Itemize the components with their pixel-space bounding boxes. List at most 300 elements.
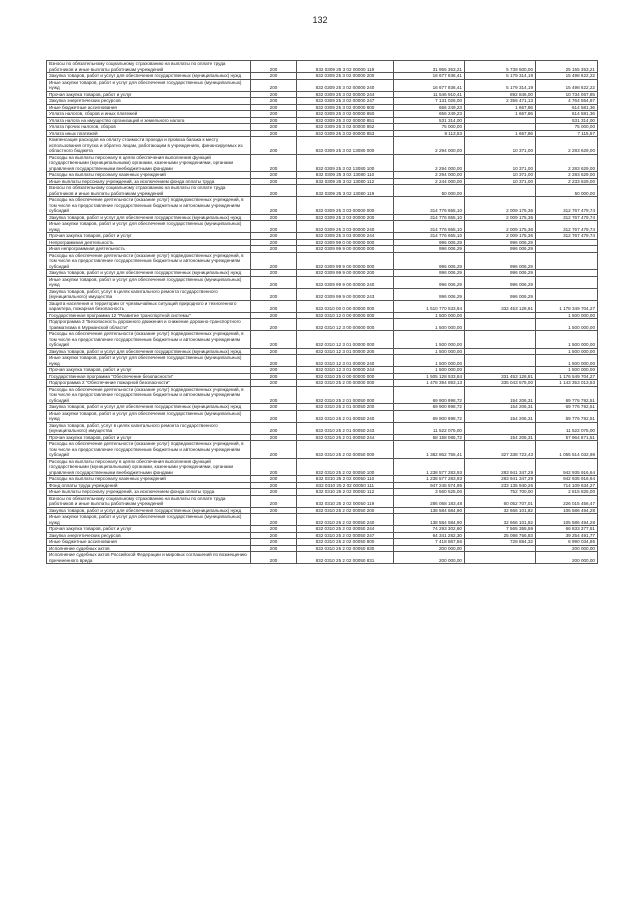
row-remaining: 2 233 629,00 [536,178,598,185]
row-executed: 60 052 707,01 [465,495,536,507]
row-approved: 11 522 075,00 [394,422,465,434]
row-executed [465,185,536,197]
row-approved: 138 584 584,90 [394,507,465,514]
row-code: 200 [251,482,297,489]
row-approved: 64 341 282,30 [394,532,465,539]
row-executed: 752 700,00 [465,489,536,496]
row-approved: 314 776 655,10 [394,221,465,233]
row-name: Иные бюджетные ассигнования [47,539,251,546]
row-name: Иные закупки товаров, работ и услуг для обеспечения государственных (муниципальных) нужд [47,79,251,91]
row-code: 200 [251,355,297,367]
row-code: 200 [251,246,297,253]
row-executed [465,422,536,434]
page-number: 132 [312,15,328,25]
table-row [47,137,598,155]
row-remaining [536,288,598,300]
row-classifier: 832 0310 25 2 02 00050 200 [297,507,394,514]
row-name: Расходы на выплаты персоналу в целях обеспечения выполнения функций государственными (муниципальными) органами, казенными учреждениями, органами управления государственными внебюджетными фондами [47,154,251,172]
row-approved: 16 677 936,41 [394,73,465,80]
row-approved: 1 382 862 756,41 [394,441,465,459]
row-name: Закупка товаров, работ и услуг для обеспечения государственных (муниципальных) нужд [47,270,251,277]
row-remaining: 312 767 479,74 [536,214,598,221]
row-classifier: 832 0310 25 2 02 00050 100 [297,458,394,476]
row-classifier: 832 0309 25 3 02 13080 100 [297,154,394,172]
row-approved: 314 776 655,10 [394,197,465,215]
row-name: Прочая закупка товаров, работ и услуг [47,526,251,533]
row-approved: 1 500 000,00 [394,331,465,349]
row-executed: 32 666 101,82 [465,514,536,526]
row-executed: 154 206,31 [465,410,536,422]
row-executed: 5 739 500,00 [465,61,536,73]
table-row [47,288,598,300]
row-remaining: 2 815 825,00 [536,489,598,496]
row-code: 200 [251,514,297,526]
row-executed: 996 006,29 [465,270,536,277]
row-remaining: 942 935 916,64 [536,476,598,483]
row-executed: 1 667,86 [465,130,536,137]
row-code: 200 [251,104,297,111]
row-name: Прочая закупка товаров, работ и услуг [47,91,251,98]
row-code: 200 [251,214,297,221]
row-approved: 200 000,00 [394,545,465,552]
row-executed: 2 009 175,36 [465,214,536,221]
row-remaining: 1 500 000,00 [536,312,598,319]
row-approved: 7 131 026,00 [394,98,465,105]
row-approved: 1 505 128 533,84 [394,373,465,380]
row-remaining: 15 498 622,22 [536,79,598,91]
row-approved: 7 418 867,56 [394,539,465,546]
row-executed: 10 371,00 [465,172,536,179]
row-classifier: 832 0310 25 2 02 00050 110 [297,476,394,483]
row-name: Иные закупки товаров, работ и услуг для обеспечения государственных (муниципальных) нужд [47,514,251,526]
row-name: Иные закупки товаров, работ и услуг для обеспечения государственных (муниципальных) нужд [47,221,251,233]
row-approved: 74 293 302,60 [394,526,465,533]
row-approved: 1 238 577 283,93 [394,458,465,476]
row-approved: 50 000,00 [394,185,465,197]
row-approved: 69 900 998,72 [394,386,465,404]
row-classifier: 832 0310 12 3 01 00000 240 [297,355,394,367]
row-classifier: 832 0310 25 2 01 00050 244 [297,434,394,441]
table-row [47,214,598,221]
table-row [47,300,598,312]
table-row [47,489,598,496]
row-name: Закупка товаров, работ и услуг для обеспечения государственных (муниципальных) нужд [47,214,251,221]
row-remaining: 6 990 034,86 [536,539,598,546]
row-approved: 69 900 998,72 [394,404,465,411]
row-approved: 314 776 655,10 [394,233,465,240]
table-row [47,380,598,387]
table-row [47,476,598,483]
table-row [47,552,598,564]
table-row [47,178,598,185]
row-remaining [536,276,598,288]
row-executed: 1 667,86 [465,111,536,118]
row-approved: 996 006,29 [394,252,465,270]
row-code: 200 [251,137,297,155]
row-approved: 656 249,23 [394,104,465,111]
row-classifier: 832 0309 25 3 02 00000 800 [297,104,394,111]
row-code: 200 [251,300,297,312]
row-code: 200 [251,185,297,197]
row-remaining: 105 586 494,28 [536,514,598,526]
row-classifier: 832 0309 99 9 00 00000 200 [297,270,394,277]
row-classifier: 832 0310 25 0 00 00000 000 [297,373,394,380]
row-approved: 2 294 000,00 [394,137,465,155]
row-name: Уплата налога на имущество организаций и земельного налога [47,117,251,124]
row-executed: 1 667,86 [465,104,536,111]
row-approved: 996 006,29 [394,276,465,288]
row-executed: 10 371,00 [465,137,536,155]
row-code: 200 [251,111,297,118]
row-name: Непрограммная деятельность [47,239,251,246]
row-remaining: 105 586 494,28 [536,507,598,514]
table-row [47,514,598,526]
row-remaining: 1 500 000,00 [536,331,598,349]
row-name: Иные выплаты персоналу учреждений, за исключением фонда оплаты труда [47,178,251,185]
row-approved: 656 249,23 [394,111,465,118]
row-remaining: 1 500 000,00 [536,355,598,367]
row-code: 200 [251,172,297,179]
row-remaining: 25 155 353,21 [536,61,598,73]
row-approved: 1 478 394 893,13 [394,380,465,387]
table-row [47,507,598,514]
row-classifier: 832 0309 99 9 00 00000 000 [297,252,394,270]
row-executed: 32 666 101,82 [465,507,536,514]
row-name: Расходы на выплаты персоналу в целях обеспечения выполнения функций государственными (муниципальными) органами, казенными учреждениями, органами управления государственными внебюджетными фондами [47,458,251,476]
row-code: 200 [251,270,297,277]
row-name: Закупка товаров, работ, услуг в целях капитального ремонта государственного (муниципального) имущества [47,288,251,300]
row-executed: 996 006,29 [465,246,536,253]
row-classifier: 832 0309 25 3 02 13080 000 [297,137,394,155]
row-executed: 10 371,00 [465,154,536,172]
row-approved: 2 294 000,00 [394,154,465,172]
row-name: Взносы по обязательному социальному страхованию на выплаты по оплате труда работников и иные выплаты работникам учреждений [47,185,251,197]
row-name: Иные бюджетные ассигнования [47,104,251,111]
row-classifier: 832 0309 25 3 02 00000 852 [297,124,394,131]
row-name: Расходы на обеспечение деятельности (оказание услуг) подведомственных учреждений, в том числе на предоставление государственным бюджетным и автономным учреждениям субсидий [47,441,251,459]
row-classifier: 832 0309 25 3 02 00000 851 [297,117,394,124]
row-code: 200 [251,507,297,514]
row-name: Иная непрограммная деятельность [47,246,251,253]
table-row [47,172,598,179]
row-remaining: 312 767 479,74 [536,233,598,240]
row-executed [465,355,536,367]
row-classifier: 832 0310 25 2 01 00050 000 [297,386,394,404]
row-name: Закупка товаров, работ, услуг в целях капитального ремонта государственного (муниципального) имущества [47,422,251,434]
row-remaining: 1 143 353 013,53 [536,380,598,387]
row-remaining [536,252,598,270]
row-code: 200 [251,130,297,137]
row-name: Подпрограмма 3 "Безопасность дорожного движения и снижение дорожно-транспортного травматизма в Мурманской области" [47,319,251,331]
row-remaining: 11 522 075,00 [536,422,598,434]
row-executed: 2 009 175,36 [465,233,536,240]
row-name: Уплата налогов, сборов и иных платежей [47,111,251,118]
row-approved: 69 900 998,72 [394,410,465,422]
row-classifier: 832 0309 25 3 02 13080 119 [297,185,394,197]
table-row [47,233,598,240]
row-code: 200 [251,252,297,270]
row-executed: 728 884,32 [465,539,536,546]
table-row [47,73,598,80]
row-classifier: 832 0310 25 2 02 00050 240 [297,514,394,526]
row-code: 200 [251,404,297,411]
row-classifier: 832 0310 12 3 00 00000 000 [297,319,394,331]
row-name: Прочая закупка товаров, работ и услуг [47,367,251,374]
row-classifier: 832 0310 25 2 01 00050 200 [297,404,394,411]
row-remaining: 1 055 514 032,98 [536,441,598,459]
row-executed: 233 135 940,26 [465,482,536,489]
table-row [47,221,598,233]
row-remaining: 66 833 377,51 [536,526,598,533]
row-remaining: 942 935 916,64 [536,458,598,476]
row-classifier: 832 0310 25 2 02 00050 119 [297,495,394,507]
row-approved: 3 560 525,00 [394,489,465,496]
row-code: 200 [251,373,297,380]
row-remaining: 69 776 792,51 [536,404,598,411]
row-classifier: 832 0309 25 3 03 00000 240 [297,221,394,233]
table-row [47,185,598,197]
row-name: Исполнение судебных актов [47,545,251,552]
row-name: Уплата иных платежей [47,130,251,137]
table-row [47,270,598,277]
row-remaining: 75 000,00 [536,124,598,131]
row-remaining: 226 015 456,47 [536,495,598,507]
row-remaining: 614 581,36 [536,111,598,118]
row-name: Расходы на выплаты персоналу казенных учреждений [47,172,251,179]
table-row [47,319,598,331]
row-code: 200 [251,319,297,331]
row-classifier: 832 0310 12 3 01 00000 000 [297,331,394,349]
row-remaining: 50 000,00 [536,185,598,197]
row-classifier: 832 0310 12 3 01 00000 200 [297,348,394,355]
row-code: 200 [251,276,297,288]
row-executed: 331 453 128,81 [465,373,536,380]
table-row [47,197,598,215]
row-name: Уплата прочих налогов, сборов [47,124,251,131]
row-remaining: 2 283 629,00 [536,137,598,155]
row-name: Государственная программа "Обеспечение безопасности" [47,373,251,380]
row-classifier: 832 0309 25 3 03 00000 244 [297,233,394,240]
row-executed: 996 006,29 [465,276,536,288]
row-classifier: 832 0309 99 9 00 00000 243 [297,288,394,300]
row-remaining: 2 283 629,00 [536,172,598,179]
row-code: 200 [251,61,297,73]
row-code: 200 [251,73,297,80]
row-code: 200 [251,348,297,355]
row-executed: 283 941 347,29 [465,476,536,483]
row-code: 200 [251,441,297,459]
row-code: 200 [251,532,297,539]
row-remaining: 4 764 554,87 [536,98,598,105]
row-classifier: 832 0309 25 3 02 00000 247 [297,98,394,105]
row-executed: 2 009 175,36 [465,197,536,215]
table-row [47,111,598,118]
row-classifier: 832 0309 25 3 02 00000 244 [297,91,394,98]
row-remaining: 1 500 000,00 [536,319,598,331]
row-name: Закупка товаров, работ и услуг для обеспечения государственных (муниципальных) нужд [47,73,251,80]
row-executed: 5 179 314,19 [465,73,536,80]
row-name: Прочая закупка товаров, работ и услуг [47,434,251,441]
row-approved: 1 500 000,00 [394,355,465,367]
row-executed: 332 453 128,81 [465,300,536,312]
table-row [47,373,598,380]
row-remaining: 312 767 479,74 [536,221,598,233]
row-approved: 531 314,00 [394,117,465,124]
row-executed: 154 206,31 [465,386,536,404]
row-remaining: 1 500 000,00 [536,348,598,355]
row-classifier: 832 0310 25 2 01 00050 243 [297,422,394,434]
row-code: 200 [251,367,297,374]
row-name: Взносы по обязательному социальному страхованию на выплаты по оплате труда работников и иные выплаты работникам учреждений [47,61,251,73]
row-code: 200 [251,98,297,105]
row-remaining: 200 000,00 [536,552,598,564]
table-row [47,79,598,91]
table-row [47,495,598,507]
row-classifier: 832 0309 25 3 03 00000 000 [297,197,394,215]
row-classifier: 832 0310 12 3 01 00000 244 [297,367,394,374]
row-remaining: 531 314,00 [536,117,598,124]
row-remaining: 69 776 792,51 [536,410,598,422]
row-executed: 2 009 175,36 [465,221,536,233]
table-row [47,526,598,533]
row-code: 200 [251,386,297,404]
row-remaining: 39 254 491,77 [536,532,598,539]
row-approved: 1 500 000,00 [394,312,465,319]
row-code: 200 [251,197,297,215]
row-name: Расходы на обеспечение деятельности (оказание услуг) подведомственных учреждений, в том числе на предоставление государственным бюджетным и автономным учреждениям субсидий [47,197,251,215]
row-executed: 335 043 575,00 [465,380,536,387]
row-classifier: 832 0310 25 2 02 00050 244 [297,526,394,533]
row-executed: 996 006,29 [465,252,536,270]
row-name: Защита населения и территории от чрезвычайных ситуаций природного и техногенного характера, пожарная безопасность [47,300,251,312]
row-executed: 283 941 347,29 [465,458,536,476]
row-classifier: 832 0310 25 2 00 00000 000 [297,380,394,387]
row-approved: 286 068 183,48 [394,495,465,507]
row-name: Фонд оплаты труда учреждений [47,482,251,489]
row-approved: 947 245 574,95 [394,482,465,489]
row-classifier: 832 0309 99 0 00 00000 000 [297,239,394,246]
row-code: 200 [251,239,297,246]
row-classifier: 832 0310 25 2 02 00050 830 [297,545,394,552]
row-classifier: 832 0309 25 3 02 13080 110 [297,172,394,179]
row-code: 200 [251,124,297,131]
row-remaining: 614 581,36 [536,104,598,111]
table-row [47,422,598,434]
table-row [47,410,598,422]
row-code: 200 [251,526,297,533]
row-classifier: 832 0310 25 2 02 00050 831 [297,552,394,564]
row-approved: 31 955 353,21 [394,61,465,73]
row-approved: 75 000,00 [394,124,465,131]
row-approved: 996 006,29 [394,270,465,277]
table-row [47,458,598,476]
row-classifier: 832 0310 25 2 02 00050 800 [297,539,394,546]
row-name: Расходы на обеспечение деятельности (оказание услуг) подведомственных учреждений, в том числе на предоставление государственным бюджетным и автономным учреждениям субсидий [47,252,251,270]
row-classifier: 832 0309 25 3 02 13080 112 [297,178,394,185]
row-approved: 11 546 910,41 [394,91,465,98]
row-classifier: 832 0310 25 2 01 00050 240 [297,410,394,422]
row-name: Иные выплаты персоналу учреждений, за исключением фонда оплаты труда [47,489,251,496]
row-code: 200 [251,410,297,422]
row-code: 200 [251,545,297,552]
row-classifier: 832 0309 25 3 02 00000 240 [297,79,394,91]
row-classifier: 832 0309 25 3 02 00000 119 [297,61,394,73]
row-executed: 327 338 723,43 [465,441,536,459]
table-row [47,276,598,288]
row-executed: 2 356 471,13 [465,98,536,105]
row-code: 200 [251,221,297,233]
row-classifier: 832 0309 25 3 02 00000 850 [297,111,394,118]
row-name: Закупка энергетических ресурсов [47,98,251,105]
row-code: 200 [251,380,297,387]
row-classifier: 832 0310 25 2 02 00050 111 [297,482,394,489]
row-classifier: 832 0309 25 3 02 00000 200 [297,73,394,80]
row-executed: 154 206,31 [465,434,536,441]
row-code: 200 [251,434,297,441]
row-code: 200 [251,91,297,98]
row-remaining: 200 000,00 [536,545,598,552]
row-approved: 996 006,29 [394,288,465,300]
row-remaining: 2 283 629,00 [536,154,598,172]
row-name: Закупка энергетических ресурсов [47,532,251,539]
row-name: Иные закупки товаров, работ и услуг для обеспечения государственных (муниципальных) нужд [47,355,251,367]
budget-table [46,60,598,564]
row-approved: 138 584 584,90 [394,514,465,526]
row-name: Иные закупки товаров, работ и услуг для обеспечения государственных (муниципальных) нужд [47,276,251,288]
row-approved: 8 113,53 [394,130,465,137]
row-executed: 154 206,31 [465,404,536,411]
row-code: 200 [251,331,297,349]
row-executed: 996 006,29 [465,239,536,246]
row-classifier: 832 0309 25 3 03 00000 200 [297,214,394,221]
row-remaining: 7 115,67 [536,130,598,137]
table-row [47,331,598,349]
row-name: Подпрограмма 2 "Обеспечение пожарной безопасности" [47,380,251,387]
row-remaining: 10 734 067,85 [536,91,598,98]
row-classifier: 832 0310 25 2 02 00050 247 [297,532,394,539]
row-remaining: 1 500 000,00 [536,367,598,374]
row-executed [465,331,536,349]
table-row [47,441,598,459]
row-code: 200 [251,117,297,124]
row-name: Исполнение судебных актов Российской Федерации и мировых соглашений по возмещению причиненного вреда [47,552,251,564]
row-name: Закупка товаров, работ и услуг для обеспечения государственных (муниципальных) нужд [47,404,251,411]
table-row [47,252,598,270]
row-classifier: 832 0310 12 0 00 00000 000 [297,312,394,319]
row-approved: 1 500 000,00 [394,319,465,331]
row-executed: 892 846,00 [465,91,536,98]
row-executed [465,319,536,331]
row-remaining: 69 776 792,51 [536,386,598,404]
row-name: Взносы по обязательному социальному страхованию на выплаты по оплате труда работников и иные выплаты работникам учреждений [47,495,251,507]
row-approved: 1 238 577 283,93 [394,476,465,483]
row-name: Государственная программа 12 "Развитие транспортной системы" [47,312,251,319]
row-classifier: 832 0310 25 2 02 00050 112 [297,489,394,496]
row-remaining: 1 176 549 704,27 [536,373,598,380]
row-name: Компенсация расходов на оплату стоимости проезда и провоза багажа к месту использования отпуска и обратно лицам, работающим в учреждениях, финансируемых из областного бюджета [47,137,251,155]
row-executed: 25 098 756,83 [465,532,536,539]
row-executed: 996 006,29 [465,288,536,300]
row-code: 200 [251,79,297,91]
row-name: Расходы на обеспечение деятельности (оказание услуг) подведомственных учреждений, в том числе на предоставление государственным бюджетным и автономным учреждениям субсидий [47,386,251,404]
row-approved: 2 244 000,00 [394,178,465,185]
row-approved: 1 510 770 533,84 [394,300,465,312]
row-classifier: 832 0310 00 0 00 00000 000 [297,300,394,312]
row-approved: 1 500 000,00 [394,348,465,355]
row-remaining: 15 498 622,22 [536,73,598,80]
row-code: 200 [251,233,297,240]
row-name: Прочая закупка товаров, работ и услуг [47,233,251,240]
